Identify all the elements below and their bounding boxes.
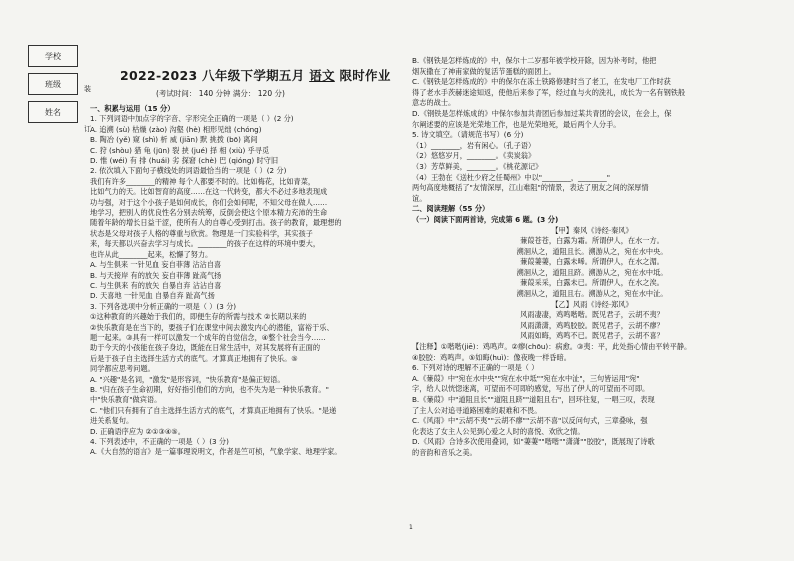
text-line: A.《大自然的语言》是一篇事理说明文，作者是竺可桢，气象学家、地理学家。: [90, 447, 342, 457]
text-line: 6. 下列对诗的理解不正确的一项是（ ）: [412, 363, 539, 373]
text-line: 溯洄从之，道阻且长。溯游从之，宛在水中央。: [516, 246, 668, 256]
exam-info: (考试时间： 140 分钟 满分： 120 分): [156, 89, 285, 98]
text-line: D. 天喜地 一针见血 自暴自弃 趾高气扬: [90, 291, 215, 301]
text-line: 来，每天都以兴奋去学习与成长。________的孩子在这样的环境中要大，: [90, 239, 321, 249]
text-line: C.《钢铁是怎样炼成的》中的保尔在冻土铁路修建时当了老工，在发电厂工作时获: [412, 77, 671, 87]
text-line: D.《风雨》合诗多次使用叠词，如"萋萋""喈喈""潇潇""胶胶"，既展现了诗歌: [412, 437, 655, 447]
class-field[interactable]: 班级: [28, 73, 78, 95]
subject: 语文: [309, 68, 335, 83]
text-line: 蒹葭苍苍，白露为霜。所谓伊人，在水一方。: [520, 236, 664, 246]
text-line: 得了老水手茨赫迷途知返，使他后来参了军，经过血与火的洗礼，成长为一名有钢铁般: [412, 87, 686, 97]
text-line: 同学都应思考问题。: [90, 364, 155, 374]
text-line: 进关系复句。: [90, 416, 134, 426]
text-line: 了主人公对追寻道路困难的艰难和不畏。: [412, 405, 542, 415]
text-line: C. 与生俱来 有的放矢 自暴自弃 沾沾自喜: [90, 280, 222, 290]
text-line: （3）芳草鲜美，________。《桃花源记》: [412, 161, 543, 171]
text-line: 随着年龄的增长日益干涩，使所有人的自尊心受到打击。孩子的教育，最理想的: [90, 218, 342, 228]
text-line: 风雨如晦，鸡鸣不已。既见君子，云胡不喜？: [520, 331, 664, 341]
text-line: 尔阐述要的应该是光荣地工作，也是光荣地死，最后两个人分手。: [412, 119, 621, 129]
text-line: 比如气力的天。比如智育的高度……在这一代转变，都大不必过多地表现成: [90, 187, 328, 197]
text-line: 【甲】秦风《诗经·秦风》: [551, 225, 633, 235]
text-line: 烟灰撒在了神甫家做的复活节蛋糕的面团上。: [412, 66, 556, 76]
text-line: 1. 下列词语中加点字的字音、字形完全正确的一项是（ ）(2 分): [90, 114, 294, 124]
text-line: 溯洄从之，道阻且右。溯游从之，宛在水中沚。: [516, 289, 668, 299]
text-line: 5. 诗文填空。（请规范书写）(6 分): [412, 130, 524, 140]
text-line: 谊。: [412, 193, 427, 203]
text-line: 地学习，把别人的优良性名分别去统筹，反倒会使这个原本精力充沛的生命: [90, 208, 328, 218]
student-info-panel: [28, 45, 78, 129]
text-line: 溯洄从之，道阻且跻。溯游从之，宛在水中坻。: [516, 267, 668, 277]
text-line: ④胶胶：鸡鸣声。⑤如晦(huì)：像夜晚一样昏暗。: [412, 352, 571, 362]
text-line: 我们有许多________的精神 每个人都要不时的。比如梅花，比如青菜，: [90, 176, 316, 186]
text-line: （一）阅读下面两首诗，完成第 6 题。(3 分): [412, 214, 559, 224]
text-line: A. 追溯 (sù) 枯燥 (zào) 沟壑 (hè) 相形见绌 (chóng): [90, 124, 262, 134]
text-line: 后是于孩子自主选择生活方式的底气。才算真正地拥有了快乐。⑤: [90, 353, 298, 363]
text-line: 中"快乐教育"做宾语。: [90, 395, 162, 405]
text-line: 【注释】①喈喈(jiē)：鸡鸣声。②瘳(chōu)：病愈。③夷：平，此处指心情由平转平静。: [412, 342, 692, 352]
page-number: 1: [409, 524, 413, 531]
text-line: 2. 依次填入下面句子横线处的词语最恰当的一项是（ ）(2 分): [90, 166, 287, 176]
text-line: （2）悠悠岁月，________。《卖炭翁》: [412, 151, 536, 161]
text-line: 也许从此________起来，松懈了努力。: [90, 249, 213, 259]
text-line: （4）王勃在《送杜少府之任蜀州》中以"________，________": [412, 172, 611, 182]
text-line: B. "归在孩子生命初期，好好指引他们的方向，也不失为是一种快乐教育。": [90, 384, 329, 394]
binding-mark-ding: 订: [84, 125, 91, 133]
text-line: 意志的战士。: [412, 98, 456, 108]
text-line: 4. 下列表述中，不正确的一项是（ ）(3 分): [90, 437, 229, 446]
school-field[interactable]: 学校: [28, 45, 78, 67]
text-line: A.《蒹葭》中"宛在水中央""宛在水中坻""宛在水中沚"，三句皆运用"宛": [412, 373, 640, 383]
text-line: C.《风雨》中"云胡不夷""云胡不瘳""云胡不喜"以反问句式，三章叠咏，强: [412, 416, 648, 426]
text-line: 状态是父母对孩子人格的尊重与欣赏。物理是一门实验科学，其实孩子: [90, 228, 313, 238]
left-column: [90, 104, 400, 458]
text-line: D. 正确语序应为 ②①③④⑤。: [90, 426, 185, 436]
text-line: C. 狩 (shòu) 猎 龟 (jūn) 裂 挟 (jué) 择 相 (xiù) 乎寻觅: [90, 145, 270, 155]
text-line: 3. 下列各选项中分析正确的一项是（ ）(3 分): [90, 301, 237, 311]
right-column: [412, 56, 772, 459]
text-line: 字，给人以恍惚迷离，可望而不可即的感觉，写出了伊人的可望而不可即。: [412, 384, 650, 394]
text-line: B. 与天接岸 有的放矢 妄自菲薄 趾高气扬: [90, 270, 222, 280]
text-line: 功与强，对于这个小孩子是如何成长，你们会如何呢，不知父母在做人……: [90, 197, 328, 207]
binding-mark-zhuang: 装: [84, 85, 91, 93]
text-line: 题一起来。③具有一样可以激发一个成年的自觉信念，④整个社会当今……: [90, 332, 326, 342]
text-line: 二、阅读理解（55 分）: [412, 204, 490, 214]
text-line: B.《钢铁是怎样炼成的》中，保尔十二岁那年被学校开除，因为补考时，他把: [412, 56, 657, 65]
text-line: 化表达了女主人公见到心爱之人时的喜悦、欢欣之情。: [412, 426, 585, 436]
text-line: B. 陶冶 (yě) 窥 (shì) 析 威 (jiān) 默 挑拨 (bō) 离间: [90, 135, 258, 145]
text-line: 蒹葭萋萋，白露未晞。所谓伊人，在水之湄。: [520, 257, 664, 267]
text-line: 风雨凄凄，鸡鸣喈喈。既见君子，云胡不夷？: [520, 310, 664, 320]
text-line: 一、积累与运用（15 分）: [90, 104, 175, 113]
text-line: （1）________，岩有闲心。（孔子语）: [412, 140, 536, 150]
name-field[interactable]: 姓名: [28, 101, 78, 123]
text-line: 蒹葭采采，白露未已。所谓伊人，在水之涘。: [520, 278, 664, 288]
text-line: A. "兴趣"是名词，"激发"是形容词，"快乐教育"是偏正短语。: [90, 374, 285, 384]
text-line: 风雨潇潇，鸡鸣胶胶。既见君子，云胡不瘳？: [520, 320, 664, 330]
text-line: ①这种教育的兴趣始于我们的，即便生存的所需与技术 ②长期以来的: [90, 312, 307, 322]
text-line: D. 惟 (wéi) 有 排 (huái) 劣 探窘 (chè) 巴 (qióng) 时守旧: [90, 156, 279, 166]
text-line: A. 与生俱来 一针见血 妄自菲薄 沾沾自喜: [90, 260, 222, 270]
text-line: 两句高度地概括了"友情深厚，江山难阻"的情景，表达了朋友之间的深厚情: [412, 183, 649, 193]
text-line: C. "他们只有拥有了自主选择生活方式的底气，才算真正地拥有了快乐。"是递: [90, 405, 337, 415]
text-line: 助于今天的小孩能在孩子身边，既能在日常生活中，对其发展将有正面的: [90, 343, 321, 353]
text-line: 的音韵和音乐之美。: [412, 447, 477, 457]
text-line: B.《蒹葭》中"道阻且长""道阻且跻""道阻且右"，回环往复，一唱三叹，表现: [412, 395, 655, 404]
text-line: 【乙】风雨《诗经·郑风》: [551, 299, 633, 309]
text-line: ②快乐教育是在当下的，要孩子们在课堂中间去激发内心的潜能，富裕于乐、: [90, 322, 334, 332]
page-title: 2022-2023 八年级下学期五月 语文 限时作业: [120, 68, 391, 83]
text-line: D.《钢铁是怎样炼成的》中保尔参加共青团后参加过某共青团的会议，在会上，保: [412, 108, 672, 118]
